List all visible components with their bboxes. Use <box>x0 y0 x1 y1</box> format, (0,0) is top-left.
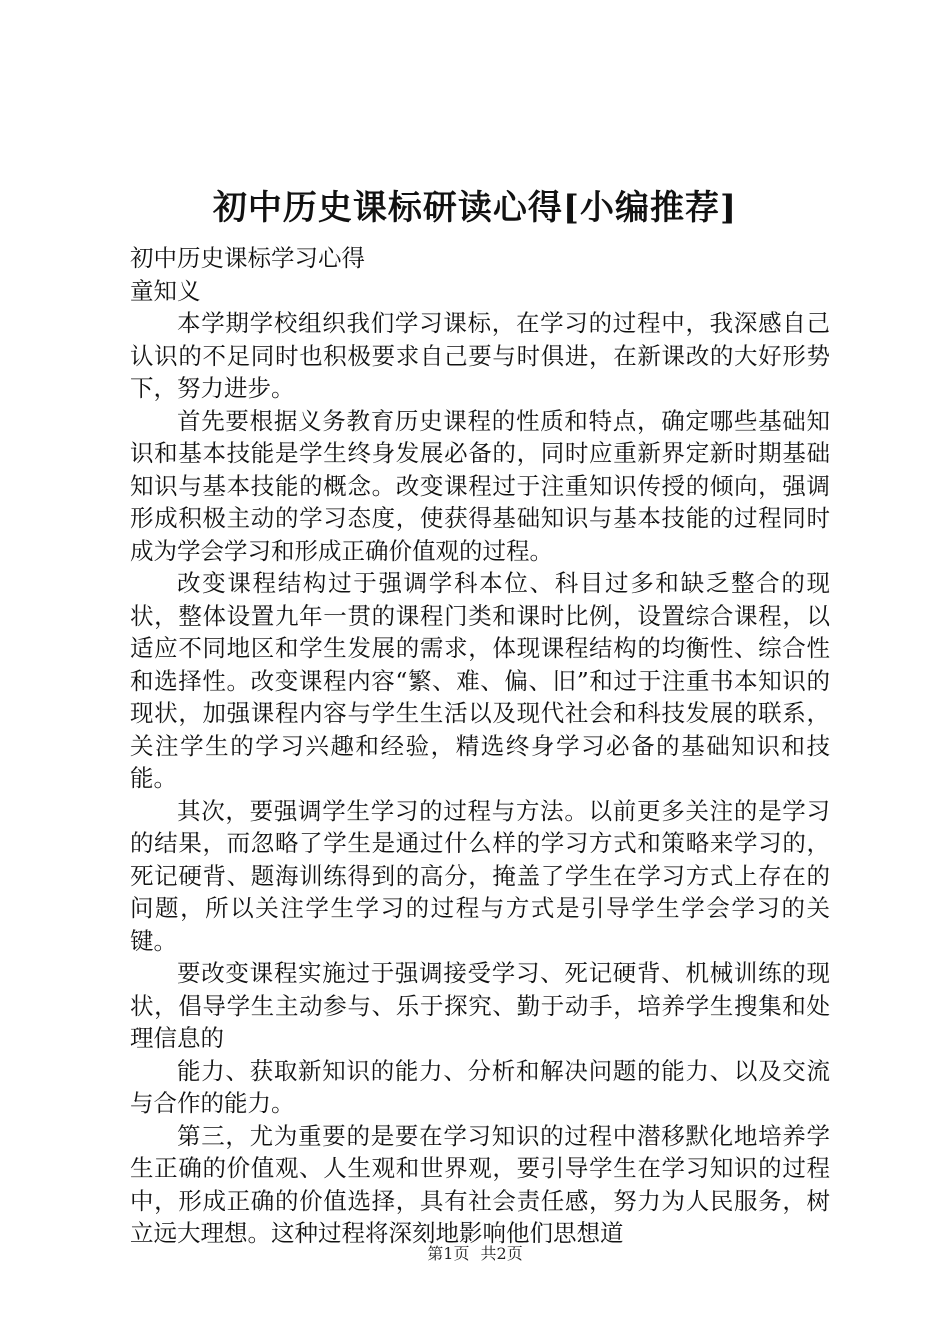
paragraph: 改变课程结构过于强调学科本位、科目过多和缺乏整合的现状，整体设置九年一贯的课程门类和课时比例，设置综合课程，以适应不同地区和学生发展的需求，体现课程结构的均衡性、综合性和选择性。改变课程内容“繁、难、偏、旧”和过于注重书本知识的现状，加强课程内容与学生生活以及现代社会和科技发展的联系，关注学生的学习兴趣和经验，精选终身学习必备的基础知识和技能。 <box>130 569 830 792</box>
document-body <box>130 242 830 1250</box>
paragraph: 本学期学校组织我们学习课标，在学习的过程中，我深感自己认识的不足同时也积极要求自己要与时俱进，在新课改的大好形势下，努力进步。 <box>130 309 830 402</box>
document-author: 童知义 <box>130 276 201 305</box>
page-number: 第1页 <box>427 1244 470 1263</box>
paragraph: 其次，要强调学生学习的过程与方法。以前更多关注的是学习的结果，而忽略了学生是通过什么样的学习方式和策略来学习的，死记硬背、题海训练得到的高分，掩盖了学生在学习方式上存在的问题，所以关注学生学习的过程与方式是引导学生学会学习的关键。 <box>130 796 830 955</box>
document-subtitle: 初中历史课标学习心得 <box>130 244 365 272</box>
paragraph: 要改变课程实施过于强调接受学习、死记硬背、机械训练的现状，倡导学生主动参与、乐于探究、勤于动手，培养学生搜集和处理信息的 <box>130 959 830 1052</box>
page-footer <box>0 1243 950 1265</box>
paragraph: 第三，尤为重要的是要在学习知识的过程中潜移默化地培养学生正确的价值观、人生观和世界观，要引导学生在学习知识的过程中，形成正确的价值选择，具有社会责任感，努力为人民服务，树立远大理想。这种过程将深刻地影响他们思想道 <box>130 1121 830 1247</box>
document-title: 初中历史课标研读心得[小编推荐] <box>212 188 738 228</box>
paragraph: 首先要根据义务教育历史课程的性质和特点，确定哪些基础知识和基本技能是学生终身发展必备的，同时应重新界定新时期基础知识与基本技能的概念。改变课程过于注重知识传授的倾向，强调形成积极主动的学习态度，使获得基础知识与基本技能的过程同时成为学会学习和形成正确价值观的过程。 <box>130 406 830 565</box>
page-total: 共2页 <box>480 1244 523 1263</box>
paragraph: 能力、获取新知识的能力、分析和解决问题的能力、以及交流与合作的能力。 <box>130 1056 830 1117</box>
